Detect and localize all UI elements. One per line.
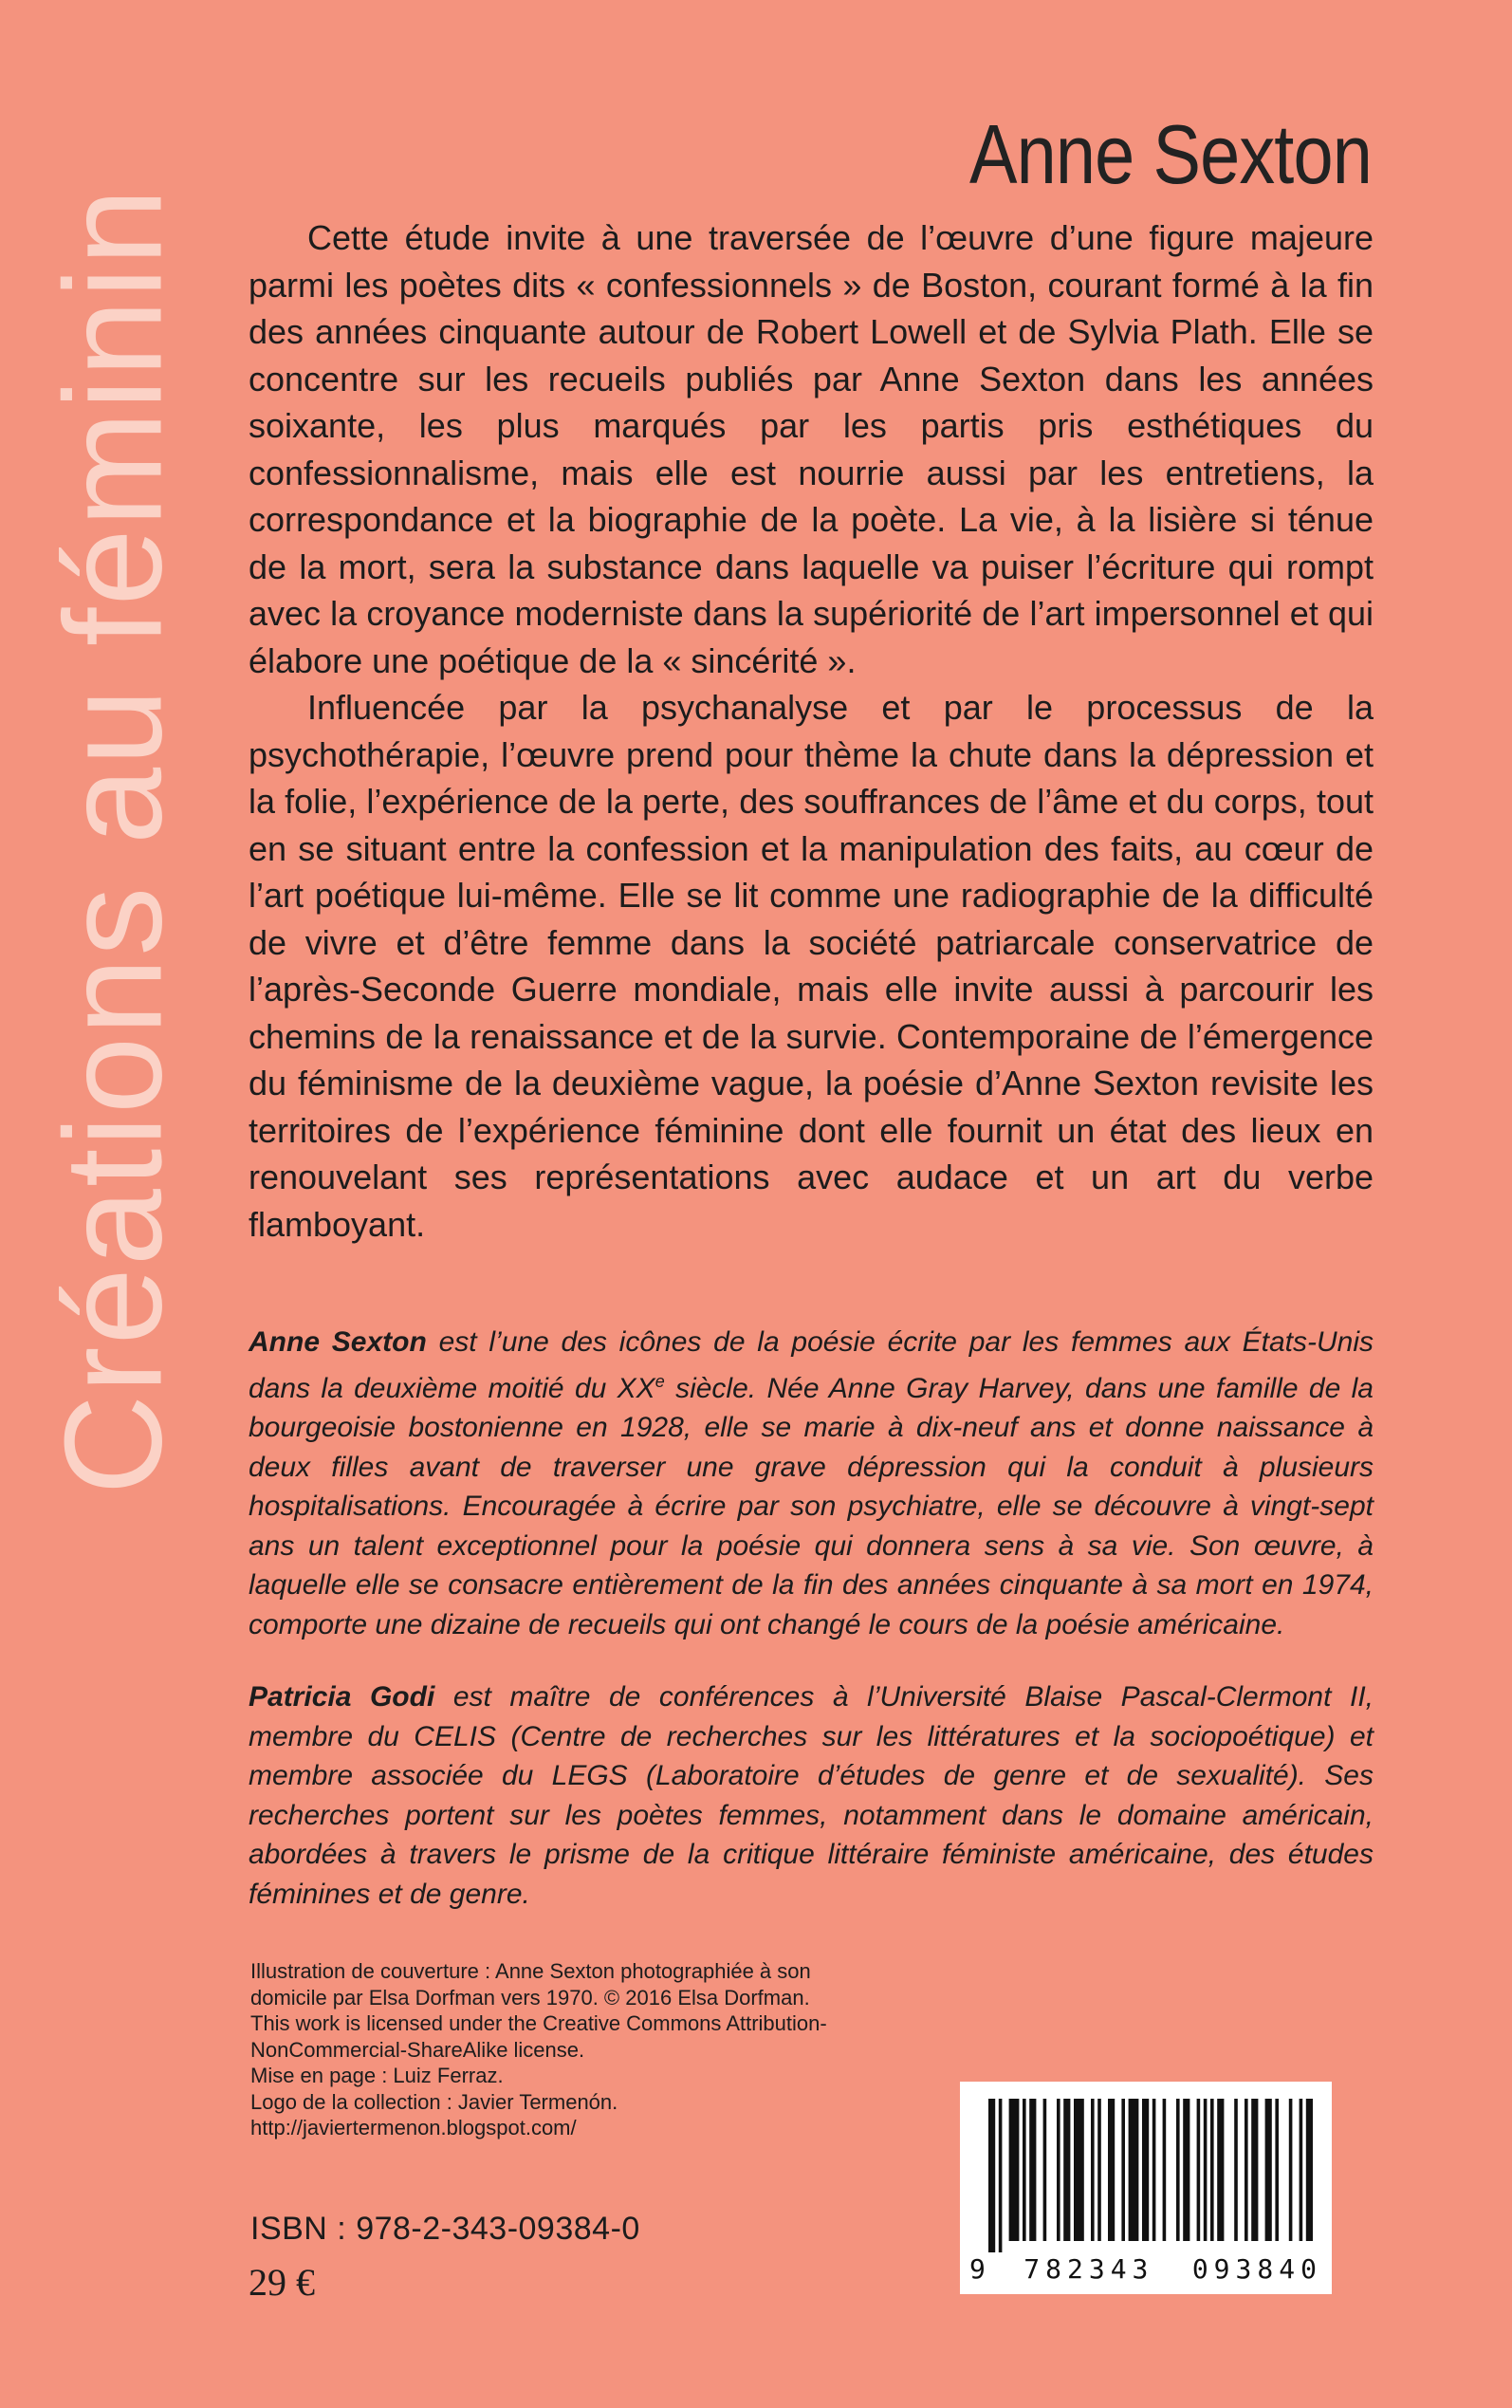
barcode-bar xyxy=(1306,2099,1313,2241)
author-bio-sexton xyxy=(249,1323,1374,1644)
isbn-text: ISBN : 978-2-343-09384-0 xyxy=(250,2211,640,2247)
barcode-bar xyxy=(1074,2099,1084,2241)
author-bio-sexton-part-2: siècle. Née Anne Gray Harvey, dans une famille de la bourgeoisie bostonienne en 1928, elle se marie à dix-neuf ans et donne naissance à deux filles avant de traverser une grave dépression qui la conduit à plusieurs hospitalisations. Encouragée à écrire par son psychiatre, elle se découvre à vingt-sept ans un talent exceptionnel pour la poésie qui donnera sens à sa vie. Son œuvre, à laquelle elle se consacre entièrement de la fin des années cinquante à sa mort en 1974, comporte une dizaine de recueils qui ont changé le cours de la poésie américaine. xyxy=(249,1372,1374,1640)
barcode-digit-group: 782343 xyxy=(1023,2253,1154,2285)
barcode-bar xyxy=(1152,2099,1156,2241)
barcode-bar xyxy=(1217,2099,1224,2241)
barcode-bar xyxy=(1289,2099,1293,2241)
barcode-bar xyxy=(1142,2099,1149,2241)
barcode-bar xyxy=(1176,2099,1180,2241)
barcode-bar xyxy=(1265,2099,1272,2241)
barcode-bar xyxy=(1300,2099,1303,2241)
author-bio-godi-part: est maître de conférences à l’Université Blaise Pascal-Clermont II, membre du CELIS (Centre de recherches sur les littératures et la sociopoétique) et membre associée du LEGS (Laboratoire d’études de genre et de sexualité). Ses recherches portent sur les poètes femmes, notamment dans le domaine américain, abordées à travers le prisme de la critique littéraire féministe américaine, des études féminines et de genre. xyxy=(249,1681,1374,1910)
barcode-bar xyxy=(1204,2099,1208,2241)
barcode-bar xyxy=(1108,2099,1115,2241)
barcode-bar xyxy=(1043,2099,1047,2241)
barcode-bar xyxy=(988,2099,995,2252)
barcode-bar xyxy=(1057,2099,1060,2241)
barcode-bar xyxy=(1097,2099,1101,2241)
barcode-bar xyxy=(1183,2099,1189,2241)
cover-credits xyxy=(250,1958,971,2141)
barcode-bar xyxy=(999,2099,1003,2252)
barcode-bar xyxy=(1129,2099,1139,2241)
credit-line: http://javiertermenon.blogspot.com/ xyxy=(250,2116,577,2139)
credit-line: Illustration de couverture : Anne Sexton photographiée à son xyxy=(250,1959,811,1983)
barcode-bars xyxy=(960,2082,1332,2252)
summary-text xyxy=(249,214,1374,1248)
credit-line: NonCommercial-ShareAlike license. xyxy=(250,2037,585,2062)
summary-paragraph-1: Cette étude invite à une traversée de l’œuvre d’une figure majeure parmi les poètes dits « confessionnels » de Boston, courant formé à la fin des années cinquante autour de Robert Lowell et de Sylvia Plath. Elle se concentre sur les recueils publiés par Anne Sexton dans les années soixante, les plus marqués par les partis pris esthétiques du confessionnalisme, mais elle est nourrie aussi par les entretiens, la correspondance et la biographie de la poète. La vie, à la lisière si ténue de la mort, sera la substance dans laquelle va puiser l’écriture qui rompt avec la croyance moderniste dans la supériorité de l’art impersonnel et qui élabore une poétique de la « sincérité ». xyxy=(249,218,1374,680)
barcode-bar xyxy=(1023,2099,1026,2241)
barcode-bar xyxy=(1029,2099,1036,2241)
author-bio-godi-text xyxy=(249,1677,1374,1914)
author-name-godi: Patricia Godi xyxy=(249,1681,435,1713)
author-name-sexton: Anne Sexton xyxy=(249,1326,427,1358)
barcode-bar xyxy=(1275,2099,1279,2241)
barcode-digits xyxy=(969,2253,1322,2285)
barcode xyxy=(960,2082,1332,2294)
collection-name: Créations au féminin xyxy=(36,186,191,1495)
author-bio-godi xyxy=(249,1677,1374,1914)
collection-spine-title xyxy=(19,53,209,1628)
credit-line: This work is licensed under the Creative Commons Attribution- xyxy=(250,2011,827,2035)
author-bio-sexton-part-1: est l’une des icônes de la poésie écrite par les femmes aux États-Unis dans la deuxième moitié du XX xyxy=(249,1326,1374,1404)
author-bio-sexton-text xyxy=(249,1323,1374,1644)
credit-line: Logo de la collection : Javier Termenón. xyxy=(250,2089,618,2114)
barcode-bar xyxy=(1121,2099,1125,2241)
credit-line: Mise en page : Luiz Ferraz. xyxy=(250,2064,504,2087)
century-superscript: e xyxy=(655,1371,665,1391)
summary-paragraph-2: Influencée par la psychanalyse et par le processus de la psychothérapie, l’œuvre prend pour thème la chute dans la dépression et la folie, l’expérience de la perte, des souffrances de l’âme et du corps, tout en se situant entre la confession et la manipulation des faits, au cœur de l’art poétique lui-même. Elle se lit comme une radiographie de la difficulté de vivre et d’être femme dans la société patriarcale conservatrice de l’après-Seconde Guerre mondiale, mais elle invite aussi à parcourir les chemins de la renaissance et de la survie. Contemporaine de l’émergence du féminisme de la deuxième vague, la poésie d’Anne Sexton revisite les territoires de l’expérience féminine dont elle fournit un état des lieux en renouvelant ses représentations avec audace et un art du verbe flamboyant. xyxy=(249,688,1374,1244)
barcode-bar xyxy=(1163,2099,1167,2241)
credit-line: domicile par Elsa Dorfman vers 1970. © 2016 Elsa Dorfman. xyxy=(250,1985,810,2010)
barcode-bar xyxy=(1234,2099,1238,2241)
barcode-bar xyxy=(1091,2099,1095,2241)
barcode-bar xyxy=(1197,2099,1201,2241)
barcode-bar xyxy=(1063,2099,1070,2241)
barcode-bar xyxy=(1245,2099,1248,2241)
price-text: 29 € xyxy=(249,2261,315,2304)
barcode-bar xyxy=(1009,2099,1020,2241)
barcode-bar xyxy=(1210,2099,1214,2241)
barcode-bar xyxy=(1251,2099,1258,2241)
barcode-digit-group: 9 xyxy=(969,2253,986,2285)
barcode-digit-group: 093840 xyxy=(1191,2253,1322,2285)
book-title: Anne Sexton xyxy=(969,107,1372,201)
